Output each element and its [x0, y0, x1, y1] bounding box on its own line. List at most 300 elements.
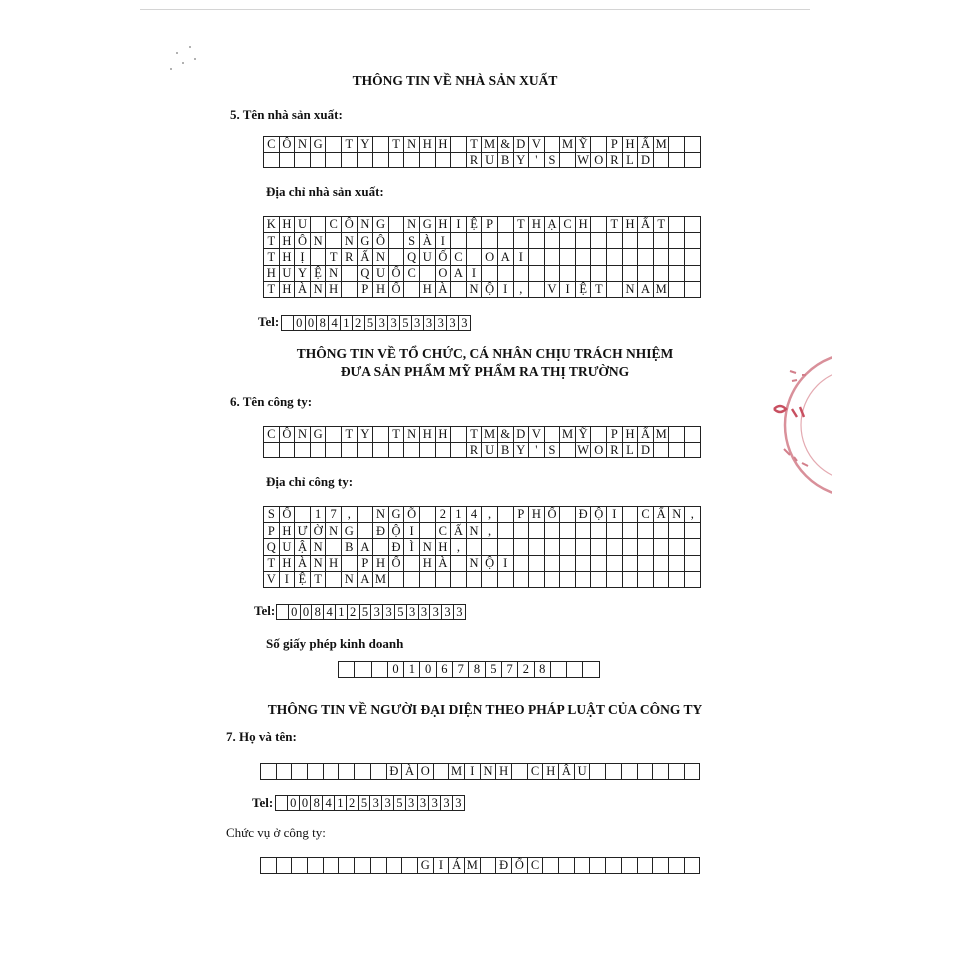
char-box: B	[498, 153, 514, 169]
char-box	[261, 764, 277, 780]
char-box	[342, 153, 358, 169]
manufacturer-address-grid	[263, 216, 701, 298]
char-box	[685, 249, 701, 265]
char-box: C	[264, 137, 280, 153]
char-box: H	[543, 764, 559, 780]
company-heading-line2: ĐƯA SẢN PHẨM MỸ PHẨM RA THỊ TRƯỜNG	[340, 364, 630, 379]
char-box	[326, 427, 342, 443]
char-box: 3	[382, 796, 394, 811]
char-box: N	[311, 539, 327, 555]
char-box	[420, 266, 436, 282]
char-box	[451, 556, 467, 572]
char-box	[669, 266, 685, 282]
char-box	[512, 764, 528, 780]
char-box	[590, 858, 606, 874]
char-box: Ờ	[311, 523, 327, 539]
char-box: M	[654, 137, 670, 153]
char-box: 0	[288, 796, 300, 811]
char-box: 7	[453, 662, 469, 678]
char-box	[576, 523, 592, 539]
char-box	[451, 233, 467, 249]
char-box: A	[358, 572, 374, 588]
manufacturer-name-label: 5. Tên nhà sản xuất:	[230, 107, 343, 122]
representative-tel-grid	[275, 795, 465, 811]
char-box: 4	[323, 796, 335, 811]
char-box: Ộ	[591, 507, 607, 523]
char-box	[387, 858, 403, 874]
char-box: À	[436, 282, 452, 298]
char-box	[654, 249, 670, 265]
char-box	[654, 572, 670, 588]
char-box	[685, 153, 701, 169]
char-box	[669, 249, 685, 265]
char-box: 2	[436, 507, 452, 523]
char-box	[261, 858, 277, 874]
char-box	[622, 764, 638, 780]
char-box	[591, 572, 607, 588]
char-box: H	[280, 556, 296, 572]
char-box: 6	[437, 662, 453, 678]
char-box	[607, 523, 623, 539]
char-box	[358, 153, 374, 169]
char-box: T	[264, 233, 280, 249]
page-top-edge	[140, 9, 810, 10]
char-box: 0	[294, 316, 306, 331]
char-box	[342, 443, 358, 459]
char-box: Q	[358, 266, 374, 282]
char-box: Đ	[373, 523, 389, 539]
char-box: A	[638, 282, 654, 298]
char-box	[498, 572, 514, 588]
char-box	[543, 858, 559, 874]
char-box	[324, 764, 340, 780]
char-box: N	[404, 427, 420, 443]
char-box	[591, 266, 607, 282]
char-box: 1	[311, 507, 327, 523]
char-box: À	[436, 556, 452, 572]
char-box: Đ	[389, 539, 405, 555]
char-box: ,	[514, 282, 530, 298]
char-box	[607, 233, 623, 249]
char-box: À	[402, 764, 418, 780]
char-box	[420, 443, 436, 459]
char-box	[638, 858, 654, 874]
char-box: Ấ	[654, 507, 670, 523]
char-box: Ộ	[389, 523, 405, 539]
char-box: Ố	[389, 556, 405, 572]
char-box: M	[482, 427, 498, 443]
char-box	[482, 233, 498, 249]
char-box	[420, 507, 436, 523]
char-box	[451, 427, 467, 443]
char-box	[545, 249, 561, 265]
char-box: T	[607, 217, 623, 233]
char-box: H	[623, 217, 639, 233]
company-address-grid	[263, 506, 701, 588]
char-box: Ấ	[358, 249, 374, 265]
char-box	[451, 572, 467, 588]
char-box: H	[420, 137, 436, 153]
char-box: P	[607, 427, 623, 443]
char-box	[623, 556, 639, 572]
char-box	[560, 556, 576, 572]
char-box	[467, 233, 483, 249]
char-box: Đ	[576, 507, 592, 523]
char-box: T	[342, 137, 358, 153]
char-box	[623, 266, 639, 282]
char-box: Ố	[512, 858, 528, 874]
char-box	[607, 556, 623, 572]
char-box: 1	[336, 605, 348, 620]
char-box: Y	[514, 153, 530, 169]
char-box	[669, 523, 685, 539]
char-box	[451, 282, 467, 298]
char-box: Ệ	[295, 572, 311, 588]
char-box	[514, 572, 530, 588]
char-box: S	[545, 443, 561, 459]
char-box	[436, 443, 452, 459]
char-box: H	[280, 249, 296, 265]
char-box: 3	[370, 796, 382, 811]
char-box	[355, 858, 371, 874]
char-box	[389, 443, 405, 459]
char-box: I	[434, 858, 450, 874]
char-box: ,	[482, 523, 498, 539]
char-box: Đ	[496, 858, 512, 874]
char-box: À	[420, 233, 436, 249]
char-box	[498, 539, 514, 555]
char-box	[373, 427, 389, 443]
char-box	[326, 539, 342, 555]
char-box: C	[528, 858, 544, 874]
char-box	[653, 764, 669, 780]
char-box: T	[326, 249, 342, 265]
char-box	[591, 523, 607, 539]
char-box	[559, 858, 575, 874]
char-box	[389, 249, 405, 265]
char-box: 2	[353, 316, 365, 331]
char-box: M	[654, 282, 670, 298]
char-box	[622, 858, 638, 874]
char-box	[339, 662, 355, 678]
company-tel-grid	[276, 604, 466, 620]
char-box: 4	[324, 605, 336, 620]
char-box	[685, 282, 701, 298]
char-box	[606, 764, 622, 780]
char-box: T	[389, 427, 405, 443]
char-box: Ệ	[467, 217, 483, 233]
char-box: Ố	[545, 507, 561, 523]
char-box: I	[607, 507, 623, 523]
char-box	[669, 858, 685, 874]
char-box	[371, 764, 387, 780]
char-box	[324, 858, 340, 874]
char-box: 3	[371, 605, 383, 620]
char-box: Ô	[280, 427, 296, 443]
char-box: G	[311, 427, 327, 443]
char-box: C	[404, 266, 420, 282]
char-box: U	[420, 249, 436, 265]
char-box: ,	[451, 539, 467, 555]
char-box: ,	[342, 507, 358, 523]
char-box	[654, 443, 670, 459]
char-box: N	[420, 539, 436, 555]
char-box	[326, 153, 342, 169]
char-box: 1	[341, 316, 353, 331]
char-box	[342, 556, 358, 572]
char-box: O	[436, 266, 452, 282]
char-box	[607, 282, 623, 298]
char-box: I	[451, 217, 467, 233]
position-grid	[260, 857, 700, 874]
char-box: O	[418, 764, 434, 780]
char-box: Ô	[295, 233, 311, 249]
char-box: D	[638, 153, 654, 169]
char-box	[638, 266, 654, 282]
char-box	[295, 443, 311, 459]
char-box: N	[373, 249, 389, 265]
char-box	[264, 443, 280, 459]
char-box: M	[654, 427, 670, 443]
char-box	[638, 523, 654, 539]
representative-name-label: 7. Họ và tên:	[226, 729, 297, 744]
char-box: M	[449, 764, 465, 780]
position-label: Chức vụ ở công ty:	[226, 825, 326, 840]
char-box	[654, 556, 670, 572]
char-box: N	[669, 507, 685, 523]
char-box: 3	[430, 605, 442, 620]
char-box	[685, 539, 701, 555]
char-box	[685, 266, 701, 282]
char-box	[607, 572, 623, 588]
char-box: G	[373, 217, 389, 233]
char-box	[339, 858, 355, 874]
char-box: Ỹ	[576, 137, 592, 153]
char-box	[404, 572, 420, 588]
char-box	[623, 572, 639, 588]
char-box	[607, 249, 623, 265]
char-box: W	[576, 443, 592, 459]
char-box	[451, 443, 467, 459]
char-box	[638, 539, 654, 555]
char-box: 8	[317, 316, 329, 331]
char-box	[451, 137, 467, 153]
char-box: 4	[329, 316, 341, 331]
char-box: T	[264, 249, 280, 265]
manufacturer-tel-grid	[281, 315, 471, 331]
char-box	[529, 556, 545, 572]
char-box	[545, 539, 561, 555]
char-box: H	[280, 233, 296, 249]
char-box: 5	[359, 796, 371, 811]
char-box: D	[638, 443, 654, 459]
char-box: V	[529, 427, 545, 443]
char-box: T	[264, 282, 280, 298]
char-box	[623, 507, 639, 523]
char-box	[282, 316, 294, 331]
char-box	[545, 572, 561, 588]
char-box	[529, 282, 545, 298]
char-box	[685, 137, 701, 153]
char-box: U	[373, 266, 389, 282]
char-box	[529, 572, 545, 588]
char-box: N	[295, 137, 311, 153]
char-box: 8	[312, 605, 324, 620]
char-box	[669, 427, 685, 443]
representative-heading: THÔNG TIN VỀ NGƯỜI ĐẠI DIỆN THEO PHÁP LUẬT CỦA CÔNG TY	[267, 702, 703, 717]
char-box: H	[576, 217, 592, 233]
char-box: 2	[347, 796, 359, 811]
char-box: I	[560, 282, 576, 298]
char-box: 0	[301, 605, 313, 620]
char-box: À	[295, 282, 311, 298]
manufacturer-heading: THÔNG TIN VỀ NHÀ SẢN XUẤT	[352, 73, 558, 88]
char-box	[685, 427, 701, 443]
char-box	[685, 443, 701, 459]
char-box	[529, 249, 545, 265]
char-box: N	[467, 523, 483, 539]
char-box: Ô	[373, 233, 389, 249]
char-box: 0	[289, 605, 301, 620]
char-box	[567, 662, 583, 678]
char-box	[404, 282, 420, 298]
char-box	[326, 233, 342, 249]
char-box: T	[654, 217, 670, 233]
char-box: H	[623, 427, 639, 443]
char-box: Ấ	[638, 217, 654, 233]
char-box: U	[280, 539, 296, 555]
char-box: I	[404, 523, 420, 539]
char-box: Y	[358, 427, 374, 443]
char-box: A	[498, 249, 514, 265]
char-box	[355, 764, 371, 780]
char-box: 3	[454, 605, 466, 620]
char-box: I	[498, 556, 514, 572]
char-box	[358, 523, 374, 539]
char-box	[514, 523, 530, 539]
char-box	[576, 556, 592, 572]
char-box: O	[591, 443, 607, 459]
char-box: A	[451, 266, 467, 282]
char-box	[669, 443, 685, 459]
char-box: P	[482, 217, 498, 233]
char-box	[591, 233, 607, 249]
char-box: Ộ	[482, 282, 498, 298]
char-box	[498, 523, 514, 539]
char-box: 1	[335, 796, 347, 811]
char-box: Ộ	[482, 556, 498, 572]
char-box: G	[418, 858, 434, 874]
char-box: T	[264, 556, 280, 572]
char-box	[685, 523, 701, 539]
char-box: H	[326, 282, 342, 298]
char-box: 5	[395, 605, 407, 620]
char-box: C	[326, 217, 342, 233]
char-box: C	[436, 523, 452, 539]
license-number-grid	[338, 661, 600, 678]
char-box: '	[529, 153, 545, 169]
char-box: Ệ	[576, 282, 592, 298]
char-box	[420, 572, 436, 588]
char-box: R	[467, 153, 483, 169]
char-box	[590, 764, 606, 780]
char-box	[481, 858, 497, 874]
char-box: N	[481, 764, 497, 780]
char-box: 3	[429, 796, 441, 811]
char-box: H	[529, 507, 545, 523]
char-box	[529, 266, 545, 282]
char-box	[685, 217, 701, 233]
char-box	[623, 249, 639, 265]
char-box: 5	[400, 316, 412, 331]
char-box	[389, 153, 405, 169]
char-box: M	[373, 572, 389, 588]
char-box	[311, 217, 327, 233]
char-box	[545, 137, 561, 153]
char-box	[355, 662, 371, 678]
char-box: 5	[360, 605, 372, 620]
char-box	[669, 233, 685, 249]
char-box	[591, 217, 607, 233]
char-box: 0	[420, 662, 436, 678]
char-box: R	[607, 153, 623, 169]
char-box: 0	[300, 796, 312, 811]
char-box: H	[326, 556, 342, 572]
char-box	[591, 427, 607, 443]
char-box	[685, 556, 701, 572]
char-box: K	[264, 217, 280, 233]
char-box: 3	[459, 316, 471, 331]
char-box	[560, 443, 576, 459]
char-box: Q	[264, 539, 280, 555]
char-box: N	[311, 282, 327, 298]
char-box	[545, 427, 561, 443]
char-box: H	[623, 137, 639, 153]
char-box	[308, 858, 324, 874]
char-box: I	[436, 233, 452, 249]
char-box: T	[389, 137, 405, 153]
char-box	[498, 217, 514, 233]
char-box	[560, 523, 576, 539]
char-box: U	[280, 266, 296, 282]
char-box	[638, 556, 654, 572]
char-box: B	[342, 539, 358, 555]
char-box: U	[575, 764, 591, 780]
char-box	[575, 858, 591, 874]
char-box	[420, 523, 436, 539]
char-box: S	[264, 507, 280, 523]
char-box: N	[342, 572, 358, 588]
char-box: Ệ	[311, 266, 327, 282]
manufacturer-name-grid	[263, 136, 701, 168]
manufacturer-address-label: Địa chỉ nhà sản xuất:	[266, 184, 384, 199]
char-box	[498, 233, 514, 249]
char-box: H	[373, 282, 389, 298]
char-box	[404, 443, 420, 459]
char-box	[326, 572, 342, 588]
char-box	[434, 764, 450, 780]
char-box	[560, 266, 576, 282]
char-box: P	[264, 523, 280, 539]
char-box	[339, 764, 355, 780]
char-box	[576, 572, 592, 588]
char-box	[669, 556, 685, 572]
company-name-label: 6. Tên công ty:	[230, 394, 313, 409]
char-box: T	[342, 427, 358, 443]
char-box: H	[280, 282, 296, 298]
char-box: Ấ	[451, 523, 467, 539]
company-heading-line1: THÔNG TIN VỀ TỔ CHỨC, CÁ NHÂN CHỊU TRÁCH NHIỆM	[296, 346, 674, 361]
